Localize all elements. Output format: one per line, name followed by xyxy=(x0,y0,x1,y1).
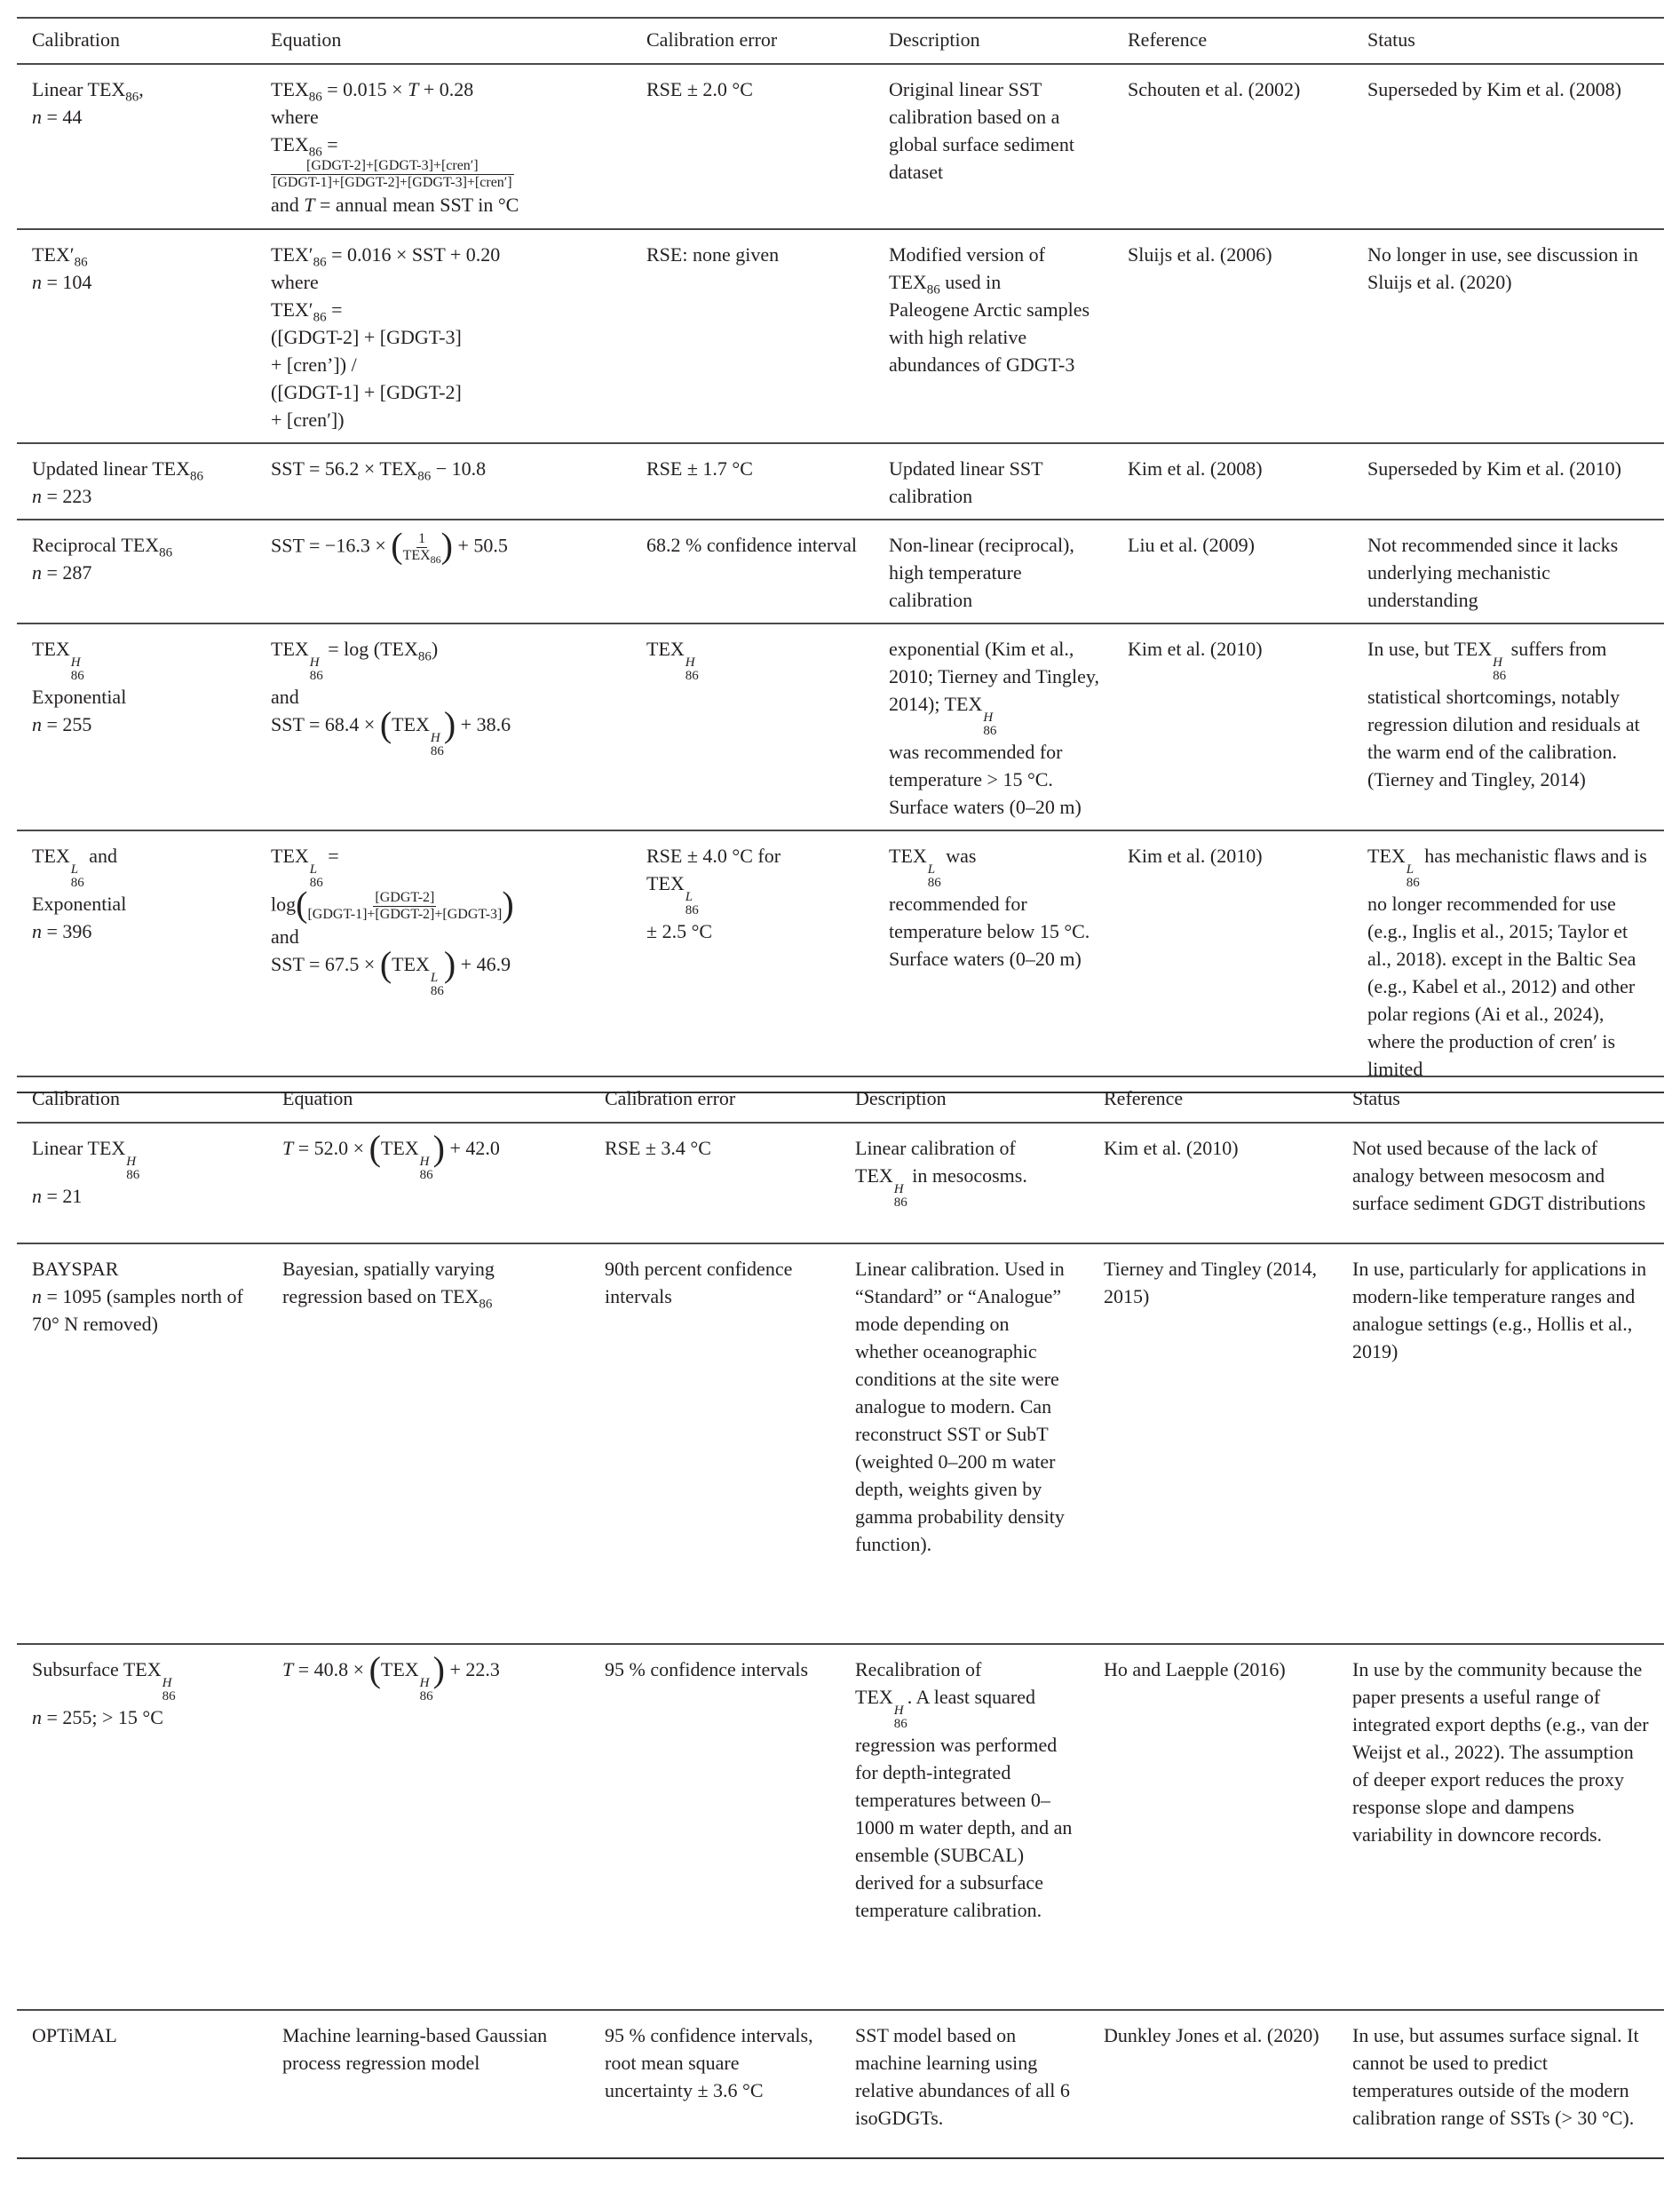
subscript: 86 xyxy=(313,255,327,270)
error-text: TEX xyxy=(646,872,685,894)
status-text: In use, but TEX xyxy=(1367,638,1493,660)
cell-equation xyxy=(256,830,631,1092)
eq-text: ([GDGT-2] + [GDGT-3] xyxy=(271,326,462,348)
cell-description: Non-linear (reciprocal), high temperature calibration xyxy=(874,520,1113,623)
cell-description xyxy=(840,1123,1089,1243)
table-row xyxy=(17,64,1664,229)
sample-count: = 396 xyxy=(42,920,92,942)
subscript: 86 xyxy=(417,649,432,664)
status-text: TEX xyxy=(1367,845,1406,867)
table-row xyxy=(17,830,1664,1092)
n-symbol: n xyxy=(32,920,42,942)
cell-reference: Schouten et al. (2002) xyxy=(1113,64,1352,229)
subscript: 86 xyxy=(430,984,444,998)
sup-sub xyxy=(983,711,996,738)
cell-status: Superseded by Kim et al. (2008) xyxy=(1352,64,1664,229)
sup-sub xyxy=(1407,863,1420,890)
cell-calibration-error: 95 % confidence intervals, root mean square uncertainty ± 3.6 °C xyxy=(590,2010,840,2158)
cell-calibration xyxy=(17,520,256,623)
cell-status: Superseded by Kim et al. (2010) xyxy=(1352,443,1664,520)
subscript: 86 xyxy=(479,1297,493,1312)
sup-sub xyxy=(310,656,323,683)
cell-calibration-error: 95 % confidence intervals xyxy=(590,1644,840,2010)
calibration-name: Linear TEX xyxy=(32,1137,126,1159)
paren-open: ( xyxy=(368,1649,381,1689)
n-symbol: n xyxy=(32,485,42,507)
subscript: 86 xyxy=(417,469,432,484)
eq-text: TEX xyxy=(392,953,430,975)
superscript: H xyxy=(309,655,320,670)
cell-reference: Kim et al. (2010) xyxy=(1089,1123,1337,1243)
cell-description xyxy=(840,1644,1089,2010)
punct: , xyxy=(139,78,144,100)
cell-calibration xyxy=(17,443,256,520)
eq-text: TEX xyxy=(380,1137,419,1159)
paren-open: ( xyxy=(296,884,308,925)
sup-sub xyxy=(71,863,84,890)
desc-text: Modified version of xyxy=(889,243,1045,266)
subscript: 86 xyxy=(308,90,322,105)
table-row xyxy=(17,229,1664,443)
cell-calibration xyxy=(17,830,256,1092)
sup-sub xyxy=(1493,656,1506,683)
subscript: 86 xyxy=(893,1195,907,1210)
cell-status: In use by the community because the paper presents a useful range of integrated export depths (e.g., van der Weijst et al., 2022). The assumption of deeper export reduces the proxy response slope and dampens variability in downcore records. xyxy=(1337,1644,1664,2010)
subscript: 86 xyxy=(159,545,173,560)
sup-sub xyxy=(431,732,444,758)
desc-text: was xyxy=(940,845,977,867)
cell-status: Not used because of the lack of analogy between mesocosm and surface sediment GDGT distributions xyxy=(1337,1123,1664,1243)
cell-reference: Kim et al. (2010) xyxy=(1113,623,1352,830)
superscript: H xyxy=(70,655,81,670)
superscript: L xyxy=(685,890,693,904)
header-calibration: Calibration xyxy=(17,1076,267,1123)
calibration-name: Subsurface TEX xyxy=(32,1658,162,1680)
subscript: 86 xyxy=(419,1689,433,1704)
paren-close: ) xyxy=(432,1649,445,1689)
subscript: 86 xyxy=(1406,876,1420,890)
cell-calibration xyxy=(17,1243,267,1644)
desc-text: recommended for temperature below 15 °C. Surface waters (0–20 m) xyxy=(889,893,1090,970)
calibration-name: TEX xyxy=(32,845,70,867)
error-text: TEX xyxy=(646,638,685,660)
eq-text: + 46.9 xyxy=(456,953,511,975)
cell-equation: Machine learning-based Gaussian process regression model xyxy=(267,2010,590,2158)
calibration-table-2 xyxy=(17,1076,1664,2159)
cell-calibration-error: RSE: none given xyxy=(631,229,874,443)
eq-text: = log (TEX xyxy=(322,638,418,660)
subscript: 86 xyxy=(70,876,84,890)
superscript: L xyxy=(927,862,936,877)
cell-status: Not recommended since it lacks underlying mechanistic understanding xyxy=(1352,520,1664,623)
eq-text: TEX xyxy=(271,845,309,867)
paren-close: ) xyxy=(502,884,514,925)
header-reference: Reference xyxy=(1089,1076,1337,1123)
cell-calibration-error: 68.2 % confidence interval xyxy=(631,520,874,623)
superscript: H xyxy=(983,711,994,725)
desc-text: TEX xyxy=(855,1164,893,1187)
eq-text: + [cren’]) / xyxy=(271,353,357,376)
cell-description xyxy=(874,623,1113,830)
header-description: Description xyxy=(874,18,1113,64)
cell-calibration xyxy=(17,623,256,830)
fraction xyxy=(271,158,514,191)
cell-reference: Kim et al. (2008) xyxy=(1113,443,1352,520)
eq-text: + 50.5 xyxy=(453,534,508,557)
paren-open: ( xyxy=(379,944,392,984)
cell-calibration-error xyxy=(631,830,874,1092)
eq-text: = annual mean SST in °C xyxy=(314,194,519,216)
cell-reference: Kim et al. (2010) xyxy=(1113,830,1352,1092)
sup-sub xyxy=(162,1677,176,1704)
header-equation: Equation xyxy=(256,18,631,64)
sup-sub xyxy=(310,863,323,890)
eq-text: + 42.0 xyxy=(445,1137,500,1159)
cell-calibration xyxy=(17,1123,267,1243)
n-symbol: n xyxy=(32,1185,42,1207)
subscript: 86 xyxy=(430,744,444,758)
eq-text: TEX xyxy=(392,713,430,735)
table-row xyxy=(17,1243,1664,1644)
sample-count: = 44 xyxy=(42,106,83,128)
status-text: has mechanistic flaws and is no longer recommended for use (e.g., Inglis et al., 2015; Taylor et al., 2018). except in the Baltic Sea (e.g., Kabel et al., 2012) and other polar regions (Ai et al., 2024), where the production of cren′ is limited xyxy=(1367,845,1647,1080)
subscript: 86 xyxy=(685,669,699,683)
desc-text: . A least squared regression was performed for depth-integrated temperatures between 0–1000 m water depth, and an ensemble (SUBCAL) derived for a subsurface temperature calibration. xyxy=(855,1686,1073,1921)
eq-text: = xyxy=(322,845,339,867)
paren-close: ) xyxy=(443,944,456,984)
subscript: 86 xyxy=(1493,669,1507,683)
calibration-name: and xyxy=(83,845,118,867)
eq-text: + 0.28 xyxy=(418,78,474,100)
eq-var: T xyxy=(304,194,315,216)
sample-count: = 104 xyxy=(42,271,92,293)
cell-equation xyxy=(256,623,631,830)
header-calibration: Calibration xyxy=(17,18,256,64)
calibration-name: BAYSPAR xyxy=(32,1258,119,1280)
n-symbol: n xyxy=(32,106,42,128)
cell-status xyxy=(1352,830,1664,1092)
n-symbol: n xyxy=(32,1285,42,1307)
eq-text: = 40.8 × xyxy=(293,1658,369,1680)
subscript: 86 xyxy=(308,145,322,160)
cell-reference: Ho and Laepple (2016) xyxy=(1089,1644,1337,2010)
calibration-name: TEX xyxy=(32,638,70,660)
superscript: H xyxy=(430,731,440,745)
superscript: H xyxy=(126,1155,137,1169)
sup-sub xyxy=(71,656,84,683)
eq-text: + [cren′]) xyxy=(271,409,345,431)
sample-count: = 21 xyxy=(42,1185,83,1207)
sample-count: = 255; > 15 °C xyxy=(42,1706,163,1728)
n-symbol: n xyxy=(32,713,42,735)
header-calibration-error: Calibration error xyxy=(590,1076,840,1123)
cell-description: SST model based on machine learning using relative abundances of all 6 isoGDGTs. xyxy=(840,2010,1089,2158)
desc-text: Paleogene Arctic samples with high relative abundances of GDGT-3 xyxy=(889,298,1090,376)
cell-equation xyxy=(256,443,631,520)
eq-text: = 0.016 × SST + 0.20 xyxy=(326,243,501,266)
header-equation: Equation xyxy=(267,1076,590,1123)
eq-text: where xyxy=(271,271,319,293)
table-header-row xyxy=(17,18,1664,64)
subscript: 86 xyxy=(125,90,139,105)
eq-text: ([GDGT-1] + [GDGT-2] xyxy=(271,381,462,403)
header-status: Status xyxy=(1337,1076,1664,1123)
calibration-name: Linear TEX xyxy=(32,78,126,100)
superscript: H xyxy=(419,1155,430,1169)
subscript: 86 xyxy=(419,1168,433,1182)
sup-sub xyxy=(420,1677,433,1704)
superscript: H xyxy=(685,655,695,670)
eq-text: TEX xyxy=(271,638,309,660)
cell-calibration-error: RSE ± 1.7 °C xyxy=(631,443,874,520)
subscript: 86 xyxy=(309,876,323,890)
eq-var: T xyxy=(282,1137,294,1159)
subscript: 86 xyxy=(893,1717,907,1731)
eq-text: + 38.6 xyxy=(456,713,511,735)
table-row xyxy=(17,1644,1664,2010)
eq-text: where xyxy=(271,106,319,128)
fraction-denominator: [GDGT-1]+[GDGT-2]+[GDGT-3] xyxy=(307,907,503,922)
header-reference: Reference xyxy=(1113,18,1352,64)
n-symbol: n xyxy=(32,271,42,293)
n-symbol: n xyxy=(32,1706,42,1728)
cell-description: Linear calibration. Used in “Standard” or “Analogue” mode depending on whether oceanographic conditions at the site were analogue to modern. Can reconstruct SST or SubT (weighted 0–200 m water depth, weights given by gamma probability density function). xyxy=(840,1243,1089,1644)
fraction xyxy=(307,890,502,923)
calibration-table-1 xyxy=(17,17,1664,1093)
header-calibration-error: Calibration error xyxy=(631,18,874,64)
superscript: H xyxy=(162,1676,172,1690)
eq-text: TEX xyxy=(271,78,309,100)
desc-text: was recommended for temperature > 15 °C. Surface waters (0–20 m) xyxy=(889,741,1082,818)
eq-text: = xyxy=(321,133,338,155)
desc-text: exponential (Kim et al., 2010; Tierney and Tingley, 2014); TEX xyxy=(889,638,1099,715)
sup-sub xyxy=(928,863,941,890)
cell-calibration-error: RSE ± 3.4 °C xyxy=(590,1123,840,1243)
eq-text: = 52.0 × xyxy=(293,1137,369,1159)
subscript: 86 xyxy=(983,724,997,738)
desc-text: Linear calibration of xyxy=(855,1137,1016,1159)
desc-text: in mesocosms. xyxy=(907,1164,1027,1187)
sample-count: = 223 xyxy=(42,485,92,507)
subscript: 86 xyxy=(685,903,699,917)
cell-description xyxy=(874,229,1113,443)
superscript: L xyxy=(1406,862,1415,877)
cell-description: Updated linear SST calibration xyxy=(874,443,1113,520)
sup-sub xyxy=(431,972,444,998)
eq-text: TEX xyxy=(402,548,431,563)
table-row xyxy=(17,2010,1664,2158)
cell-description: Original linear SST calibration based on a global surface sediment dataset xyxy=(874,64,1113,229)
cell-calibration-error: 90th percent confidence intervals xyxy=(590,1243,840,1644)
desc-text: TEX xyxy=(889,845,927,867)
calibration-type: Exponential xyxy=(32,686,127,708)
sample-count: = 1095 (samples north of 70° N removed) xyxy=(32,1285,243,1335)
cell-description xyxy=(874,830,1113,1092)
eq-text: = xyxy=(326,298,343,321)
superscript: L xyxy=(309,862,318,877)
paren-open: ( xyxy=(368,1128,381,1168)
desc-text: used in xyxy=(939,271,1002,293)
cell-equation xyxy=(256,520,631,623)
superscript: H xyxy=(419,1676,430,1690)
superscript: L xyxy=(430,971,439,985)
superscript: L xyxy=(70,862,79,877)
eq-text: SST = 67.5 × xyxy=(271,953,380,975)
sup-sub xyxy=(420,1156,433,1182)
paren-open: ( xyxy=(379,704,392,744)
fraction-numerator: [GDGT-2] xyxy=(375,890,435,905)
desc-text: TEX xyxy=(855,1686,893,1708)
eq-text: TEX′ xyxy=(271,243,313,266)
sup-sub xyxy=(894,1183,907,1210)
fraction xyxy=(402,531,441,567)
cell-calibration xyxy=(17,64,256,229)
paren-close: ) xyxy=(443,704,456,744)
eq-text: TEX xyxy=(380,1658,419,1680)
subscript: 86 xyxy=(70,669,84,683)
paren-close: ) xyxy=(432,1128,445,1168)
eq-text: ) xyxy=(431,638,439,660)
cell-equation xyxy=(267,1123,590,1243)
eq-text: Bayesian, spatially varying regression based on TEX xyxy=(282,1258,495,1307)
sample-count: = 287 xyxy=(42,561,92,584)
fraction-denominator: [GDGT-1]+[GDGT-2]+[GDGT-3]+[cren′] xyxy=(273,175,512,190)
cell-calibration: OPTiMAL xyxy=(17,2010,267,2158)
subscript: 86 xyxy=(74,255,88,270)
error-text: RSE ± 4.0 °C for xyxy=(646,845,781,867)
eq-text: SST = −16.3 × xyxy=(271,534,392,557)
cell-reference: Sluijs et al. (2006) xyxy=(1113,229,1352,443)
eq-var: T xyxy=(282,1658,294,1680)
subscript: 86 xyxy=(430,553,441,567)
cell-status: In use, but assumes surface signal. It cannot be used to predict temperatures outside of the modern calibration range of SSTs (> 30 °C). xyxy=(1337,2010,1664,2158)
cell-calibration-error xyxy=(631,623,874,830)
eq-text: SST = 56.2 × TEX xyxy=(271,457,418,480)
paren-open: ( xyxy=(391,525,403,566)
cell-equation xyxy=(256,64,631,229)
desc-text: TEX xyxy=(889,271,927,293)
table-header-row xyxy=(17,1076,1664,1123)
cell-status: In use, particularly for applications in modern-like temperature ranges and analogue settings (e.g., Hollis et al., 2019) xyxy=(1337,1243,1664,1644)
superscript: H xyxy=(893,1182,904,1196)
cell-calibration xyxy=(17,229,256,443)
n-symbol: n xyxy=(32,561,42,584)
cell-calibration-error: RSE ± 2.0 °C xyxy=(631,64,874,229)
eq-text: and xyxy=(271,925,299,948)
sup-sub xyxy=(126,1156,139,1182)
subscript: 86 xyxy=(927,876,941,890)
sup-sub xyxy=(894,1704,907,1731)
fraction-numerator: [GDGT-2]+[GDGT-3]+[cren′] xyxy=(305,158,479,173)
eq-text: TEX xyxy=(271,133,309,155)
calibration-type: Exponential xyxy=(32,893,127,915)
paren-close: ) xyxy=(440,525,453,566)
cell-equation xyxy=(267,1644,590,2010)
cell-calibration xyxy=(17,1644,267,2010)
header-description: Description xyxy=(840,1076,1089,1123)
eq-text: − 10.8 xyxy=(431,457,487,480)
cell-status xyxy=(1352,623,1664,830)
table-row xyxy=(17,1123,1664,1243)
eq-text: and xyxy=(271,686,299,708)
subscript: 86 xyxy=(313,310,327,325)
table-row xyxy=(17,520,1664,623)
cell-equation xyxy=(256,229,631,443)
cell-reference: Tierney and Tingley (2014, 2015) xyxy=(1089,1243,1337,1644)
fraction-numerator: 1 xyxy=(418,531,426,546)
subscript: 86 xyxy=(189,469,203,484)
subscript: 86 xyxy=(162,1689,176,1704)
cell-status: No longer in use, see discussion in Sluijs et al. (2020) xyxy=(1352,229,1664,443)
calibration-name: Reciprocal TEX xyxy=(32,534,160,556)
fraction-denominator xyxy=(402,548,441,567)
eq-text: log xyxy=(271,893,297,916)
calibration-name: Updated linear TEX xyxy=(32,457,190,480)
cell-equation xyxy=(267,1243,590,1644)
table-row xyxy=(17,623,1664,830)
desc-text: Recalibration of xyxy=(855,1658,982,1680)
status-text: suffers from statistical shortcomings, notably regression dilution and residuals at the warm end of the calibration. (Tierney and Tingley, 2014) xyxy=(1367,638,1640,790)
eq-text: TEX′ xyxy=(271,298,313,321)
superscript: H xyxy=(893,1704,904,1718)
eq-text: = 0.015 × xyxy=(321,78,408,100)
error-text: ± 2.5 °C xyxy=(646,920,713,942)
eq-text: + 22.3 xyxy=(445,1658,500,1680)
eq-text: and xyxy=(271,194,305,216)
sup-sub xyxy=(685,891,699,917)
superscript: H xyxy=(1493,655,1502,670)
eq-var: T xyxy=(408,78,419,100)
cell-reference: Liu et al. (2009) xyxy=(1113,520,1352,623)
cell-reference: Dunkley Jones et al. (2020) xyxy=(1089,2010,1337,2158)
subscript: 86 xyxy=(926,282,940,298)
table-row xyxy=(17,443,1664,520)
eq-text: SST = 68.4 × xyxy=(271,713,380,735)
subscript: 86 xyxy=(309,669,323,683)
calibration-name: TEX′ xyxy=(32,243,75,266)
sup-sub xyxy=(685,656,699,683)
subscript: 86 xyxy=(126,1168,140,1182)
sample-count: = 255 xyxy=(42,713,92,735)
header-status: Status xyxy=(1352,18,1664,64)
